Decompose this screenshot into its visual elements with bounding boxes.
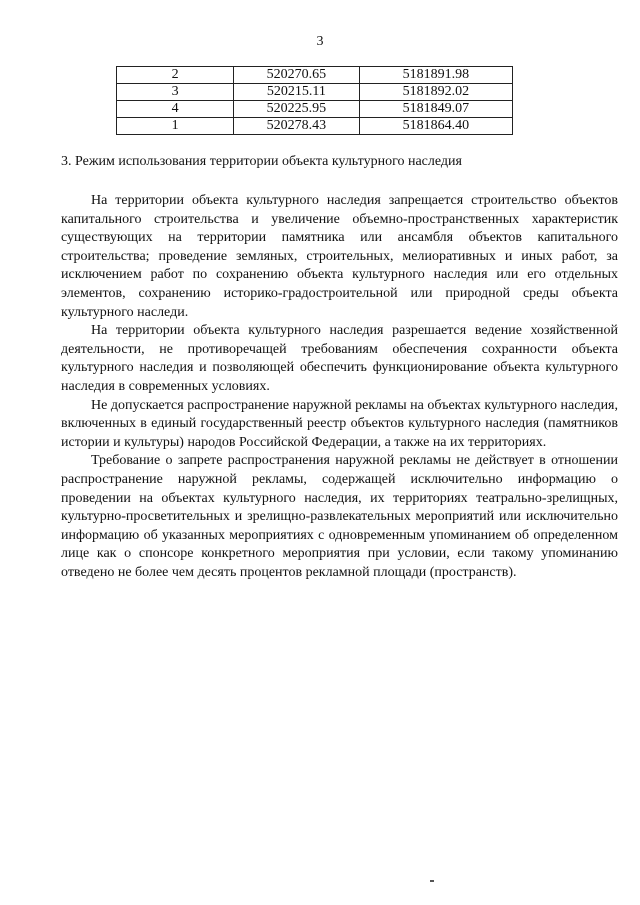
paragraph-permitted-activity: На территории объекта культурного наследия разрешается ведение хозяйственной деятельности, не противоречащей требованиям обеспечения сохранности объекта культурного наследия и позволяющей обеспечить функционирование объекта культурного наследия в современных условиях. [61, 323, 618, 394]
paragraph-advertising-ban: Не допускается распространение наружной рекламы на объектах культурного наследия, включенных в единый государственный реестр объектов культурного наследия (памятников истории и культуры) народов Российской Федерации, а также на их территориях. [61, 397, 618, 450]
table-row [117, 84, 513, 101]
table-row [117, 118, 513, 135]
table-row [117, 101, 513, 118]
paragraph-construction-ban: На территории объекта культурного наследия запрещается строительство объектов капитального строительства и увеличение объемно-пространственных характеристик существующих на территории памятника или ансамбля объектов капитального строительства; проведение земляных, строительных, мелиоративных и иных работ, за исключением работ по сохранению объекта культурного наследия или его отдельных элементов, сохранению историко-градостроительной или природной среды объекта культурного наследи. [61, 193, 618, 320]
section-body [61, 192, 618, 582]
scan-mark [430, 880, 434, 882]
coordinates-table [116, 66, 513, 135]
paragraph-advertising-exception: Требование о запрете распространения наружной рекламы не действует в отношении распространение наружной рекламы, содержащей исключительно информацию о проведении на объектах культурного наследия, их территориях театрально-зрелищных, культурно-просветительных и зрелищно-развлекательных мероприятий или исключительно информацию об указанных мероприятиях с одновременным упоминанием об определенном лице как о спонсоре конкретного мероприятия при условии, если такому упоминанию отведено не более чем десять процентов рекламной площади (пространств). [61, 453, 618, 580]
point-number-cell: 2 [117, 67, 234, 84]
y-coordinate-cell: 5181864.40 [359, 118, 512, 135]
section-heading: 3. Режим использования территории объекта культурного наследия [61, 154, 462, 169]
point-number-cell: 1 [117, 118, 234, 135]
x-coordinate-cell: 520270.65 [234, 67, 360, 84]
x-coordinate-cell: 520225.95 [234, 101, 360, 118]
table-row [117, 67, 513, 84]
y-coordinate-cell: 5181891.98 [359, 67, 512, 84]
x-coordinate-cell: 520215.11 [234, 84, 360, 101]
point-number-cell: 4 [117, 101, 234, 118]
point-number-cell: 3 [117, 84, 234, 101]
y-coordinate-cell: 5181892.02 [359, 84, 512, 101]
y-coordinate-cell: 5181849.07 [359, 101, 512, 118]
x-coordinate-cell: 520278.43 [234, 118, 360, 135]
page-number: 3 [316, 34, 324, 49]
